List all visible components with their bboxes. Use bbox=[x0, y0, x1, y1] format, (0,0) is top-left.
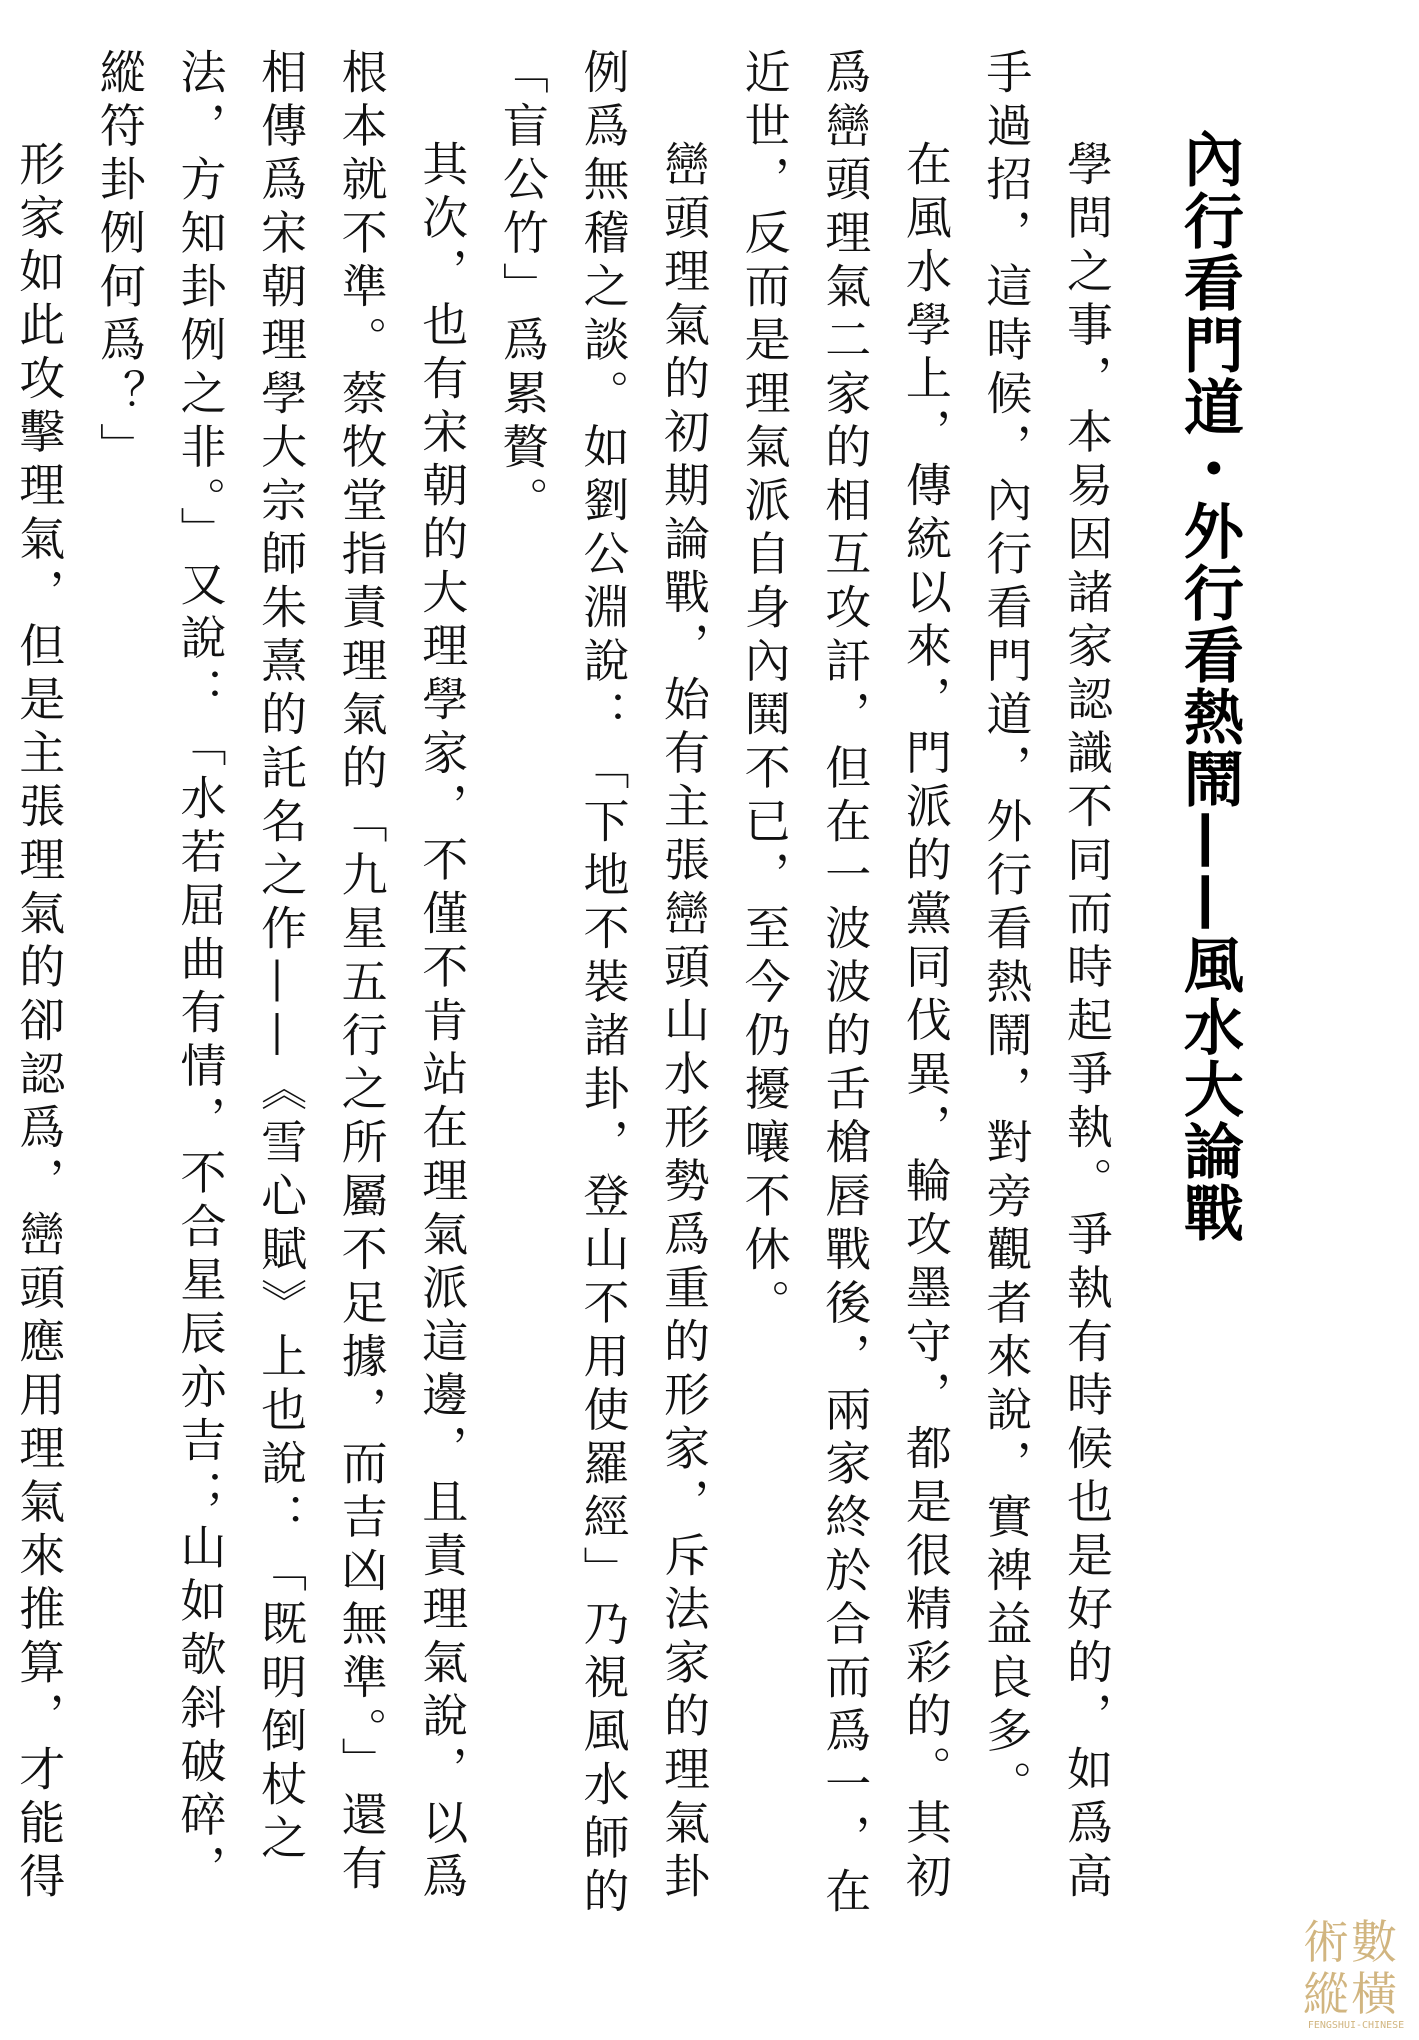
paragraph: 學問之事，本易因諸家認識不同而時起爭執。爭執有時候也是好的，如爲高手過招，這時候，內行看門道，外行看熱鬧，對旁觀者來說，實裨益良多。 bbox=[979, 48, 1114, 1906]
paragraph: 在風水學上，傳統以來，門派的黨同伐異，輪攻墨守，都是很精彩的。其初爲巒頭理氣二家的相互攻訐，但在一波波的舌槍唇戰後，兩家終於合而爲一，在近世，反而是理氣派自身內鬨不已，至今仍擾嚷不休。 bbox=[737, 48, 953, 1921]
body-text bbox=[0, 48, 1127, 1948]
paragraph: 巒頭理氣的初期論戰，始有主張巒頭山水形勢爲重的形家，斥法家的理氣卦例爲無稽之談。如劉公淵說：「下地不裝諸卦，登山不用使羅經」乃視風水師的「盲公竹」爲累贅。 bbox=[495, 48, 712, 1921]
paragraph: 其次，也有宋朝的大理學家，不僅不肯站在理氣派這邊，且責理氣說，以爲根本就不準。蔡牧堂指責理氣的「九星五行之所屬不足據，而吉凶無準。」還有相傳爲宋朝理學大宗師朱熹的託名之作——《雪心賦》上也說：「既明倒杖之法，方知卦例之非。」又說：「水若屈曲有情，不合星辰亦吉；山如欹斜破碎，縱符卦例何爲？」 bbox=[92, 48, 470, 1906]
page-title: 內行看門道・外行看熱鬧——風水大論戰 bbox=[1173, 128, 1244, 1244]
watermark-glyphs: 術數縱橫 bbox=[1303, 1915, 1399, 2021]
watermark-logo bbox=[1301, 1916, 1411, 2040]
paragraph: 形家如此攻擊理氣，但是主張理氣的卻認爲，巒頭應用理氣來推算，才能得 bbox=[12, 140, 67, 1906]
watermark-url: FENGSHUI-CHINESE bbox=[1307, 2020, 1405, 2031]
